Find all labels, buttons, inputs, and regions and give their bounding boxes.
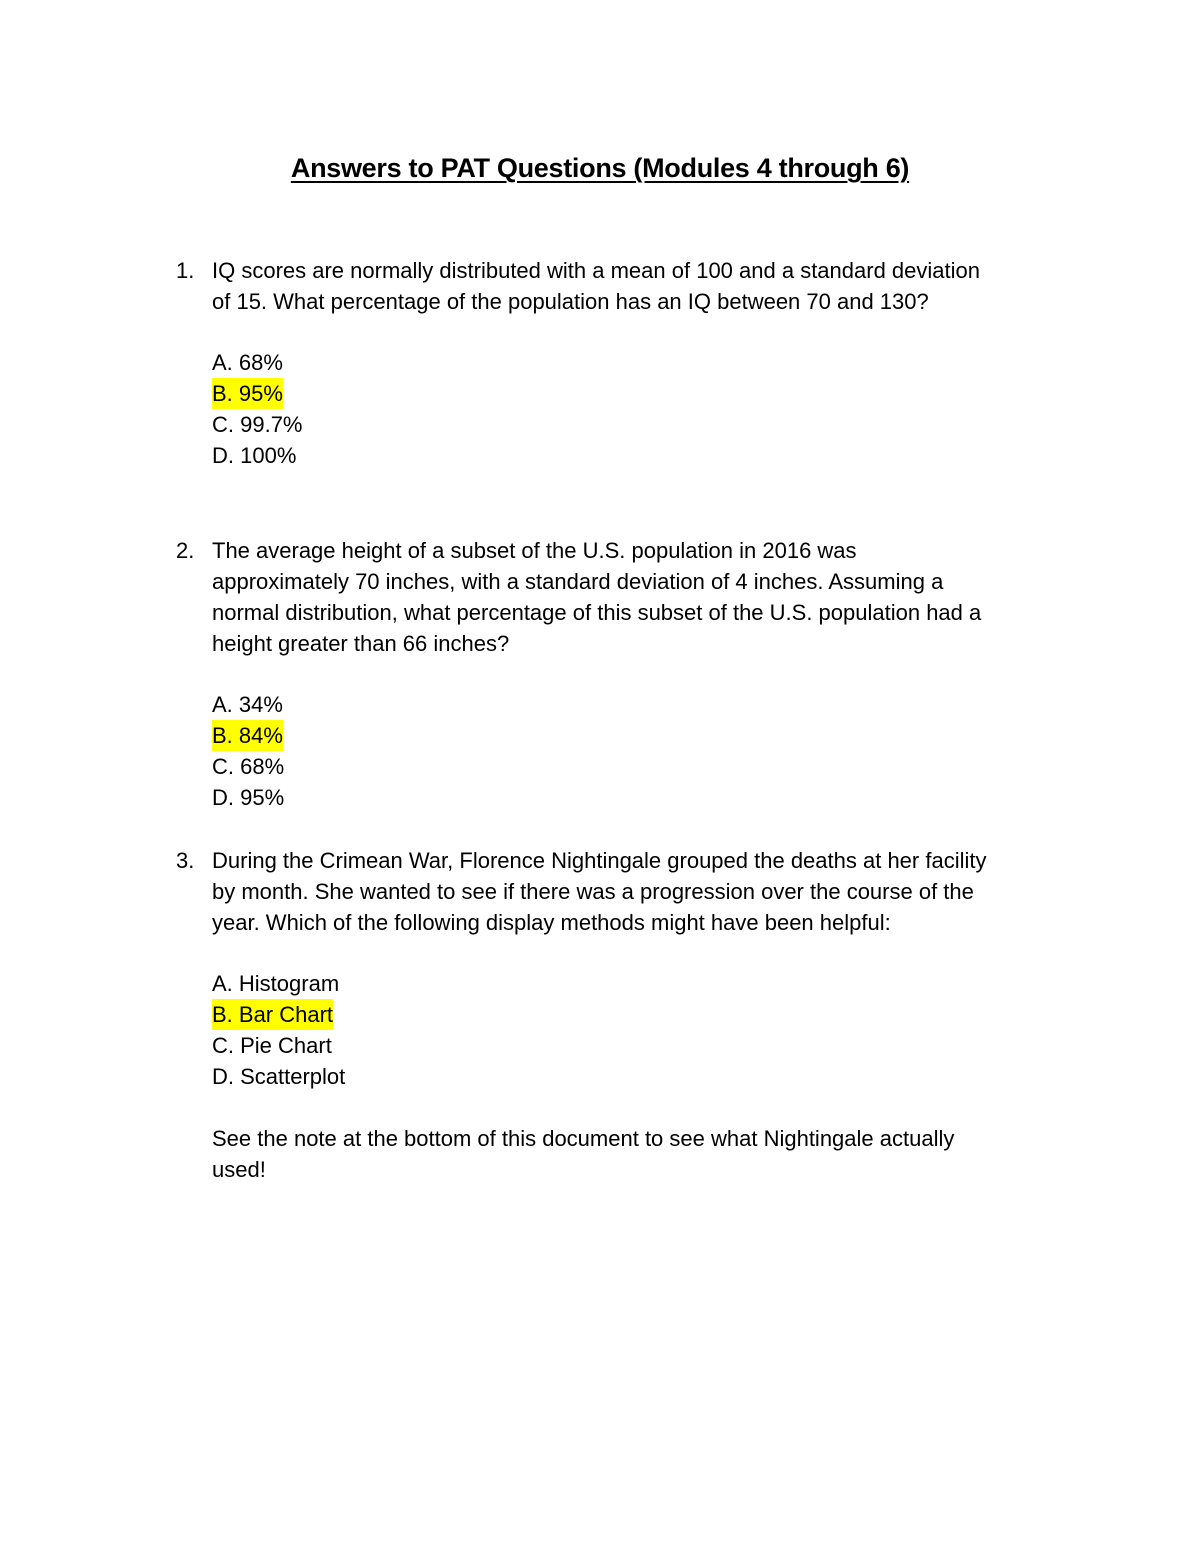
option-d: D. Scatterplot	[212, 1064, 346, 1089]
question-3	[176, 845, 996, 1185]
option-c: C. 68%	[212, 754, 285, 779]
answer-options	[212, 968, 996, 1092]
option-a: A. 68%	[212, 350, 283, 375]
option-d: D. 100%	[212, 443, 297, 468]
answer-options	[212, 689, 996, 813]
page-title: Answers to PAT Questions (Modules 4 through 6)	[290, 153, 910, 183]
question-number: 2.	[176, 538, 195, 563]
question-1	[176, 255, 996, 471]
option-b-correct: B. 95%	[212, 378, 996, 409]
option-a: A. Histogram	[212, 971, 340, 996]
option-b-correct: B. Bar Chart	[212, 999, 996, 1030]
question-text: IQ scores are normally distributed with a mean of 100 and a standard deviation of 15. What percentage of the population has an IQ between 70 and 130?	[212, 258, 980, 314]
answer-options	[212, 347, 996, 471]
question-text: The average height of a subset of the U.S. population in 2016 was approximately 70 inches, with a standard deviation of 4 inches. Assuming a normal distribution, what percentage of this subset of the U.S. population had a height greater than 66 inches?	[212, 538, 982, 656]
option-a: A. 34%	[212, 692, 283, 717]
question-2	[176, 535, 996, 813]
question-text: During the Crimean War, Florence Nightingale grouped the deaths at her facility by month. She wanted to see if there was a progression over the course of the year. Which of the following display methods might have been helpful:	[212, 848, 987, 935]
question-number: 3.	[176, 848, 195, 873]
option-c: C. 99.7%	[212, 412, 303, 437]
question-number: 1.	[176, 258, 195, 283]
option-d: D. 95%	[212, 785, 285, 810]
question-note: See the note at the bottom of this document to see what Nightingale actually used!	[212, 1126, 955, 1182]
option-c: C. Pie Chart	[212, 1033, 332, 1058]
option-b-correct: B. 84%	[212, 720, 996, 751]
